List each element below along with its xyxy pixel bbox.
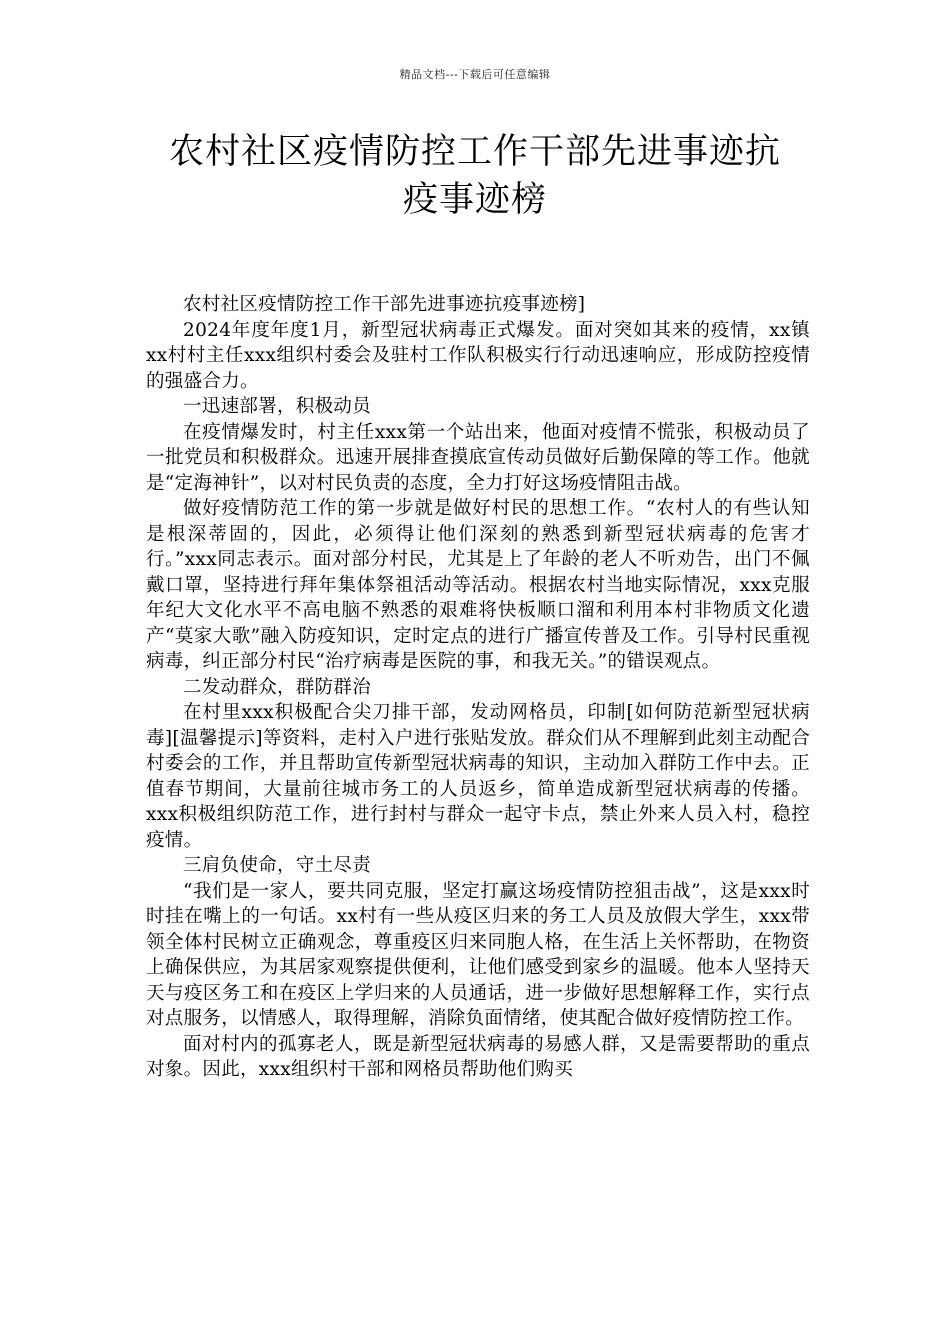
paragraph-subtitle: 农村社区疫情防控工作干部先进事迹抗疫事迹榜] bbox=[183, 294, 586, 315]
paragraph: 在村里xxx积极配合尖刀排干部，发动网格员，印制[如何防范新型冠状病毒][温馨提示]等资料，走村入户进行张贴发放。群众们从不理解到此刻主动配合村委会的工作，并且帮助宣传新型冠状病毒的知识，主动加入群防工作中去。正值春节期间，大量前往城市务工的人员返乡，简单造成新型冠状病毒的传播。xxx积极组织防范工作，进行封村与群众一起守卡点，禁止外来人员入村，稳控疫情。 bbox=[146, 702, 810, 851]
paragraph: 面对村内的孤寡老人，既是新型冠状病毒的易感人群，又是需要帮助的重点对象。因此，xxx组织村干部和网格员帮助他们购买 bbox=[146, 1033, 810, 1080]
section-heading-2: 二发动群众，群防群治 bbox=[183, 676, 372, 698]
paragraph: 在疫情爆发时，村主任xxx第一个站出来，他面对疫情不慌张，积极动员了一批党员和积极群众。迅速开展排查摸底宣传动员做好后勤保障的等工作。他就是“定海神针”，以对村民负责的态度，全力打好这场疫情阻击战。 bbox=[146, 421, 810, 494]
paragraph-intro: 2024年度年度1月，新型冠状病毒正式爆发。面对突如其来的疫情，xx镇xx村村主任xxx组织村委会及驻村工作队积极实行行动迅速响应，形成防控疫情的强盛合力。 bbox=[146, 319, 810, 392]
document-title bbox=[130, 128, 820, 224]
title-line-1: 农村社区疫情防控工作干部先进事迹抗 bbox=[168, 132, 781, 172]
paragraph: “我们是一家人，要共同克服，坚定打赢这场疫情防控狙击战”，这是xxx时时挂在嘴上的一句话。xx村有一些从疫区归来的务工人员及放假大学生，xxx带领全体村民树立正确观念，尊重疫区归来同胞人格，在生活上关怀帮助，在物资上确保供应，为其居家观察提供便利，让他们感受到家乡的温暖。他本人坚持天天与疫区务工和在疫区上学归来的人员通话，进一步做好思想解释工作，实行点对点服务，以情感人，取得理解，消除负面情绪，使其配合做好疫情防控工作。 bbox=[146, 880, 810, 1029]
title-line-2: 疫事迹榜 bbox=[402, 180, 547, 220]
page-header: 精品文档---下载后可任意编辑 bbox=[399, 68, 551, 81]
section-heading-3: 三肩负使命，守土尽责 bbox=[183, 855, 372, 876]
section-heading-1: 一迅速部署，积极动员 bbox=[183, 396, 372, 417]
document-body bbox=[146, 292, 810, 1083]
paragraph: 做好疫情防范工作的第一步就是做好村民的思想工作。“农村人的有些认知是根深蒂固的，因此，必须得让他们深刻的熟悉到新型冠状病毒的危害才行。”xxx同志表示。面对部分村民，尤其是上了年龄的老人不听劝告，出门不佩戴口罩，坚持进行拜年集体祭祖活动等活动。根据农村当地实际情况，xxx克服年纪大文化水平不高电脑不熟悉的艰难将快板顺口溜和利用本村非物质文化遗产“莫家大歌”融入防疫知识，定时定点的进行广播宣传普及工作。引导村民重视病毒，纠正部分村民“治疗病毒是医院的事，和我无关。”的错误观点。 bbox=[146, 498, 810, 672]
